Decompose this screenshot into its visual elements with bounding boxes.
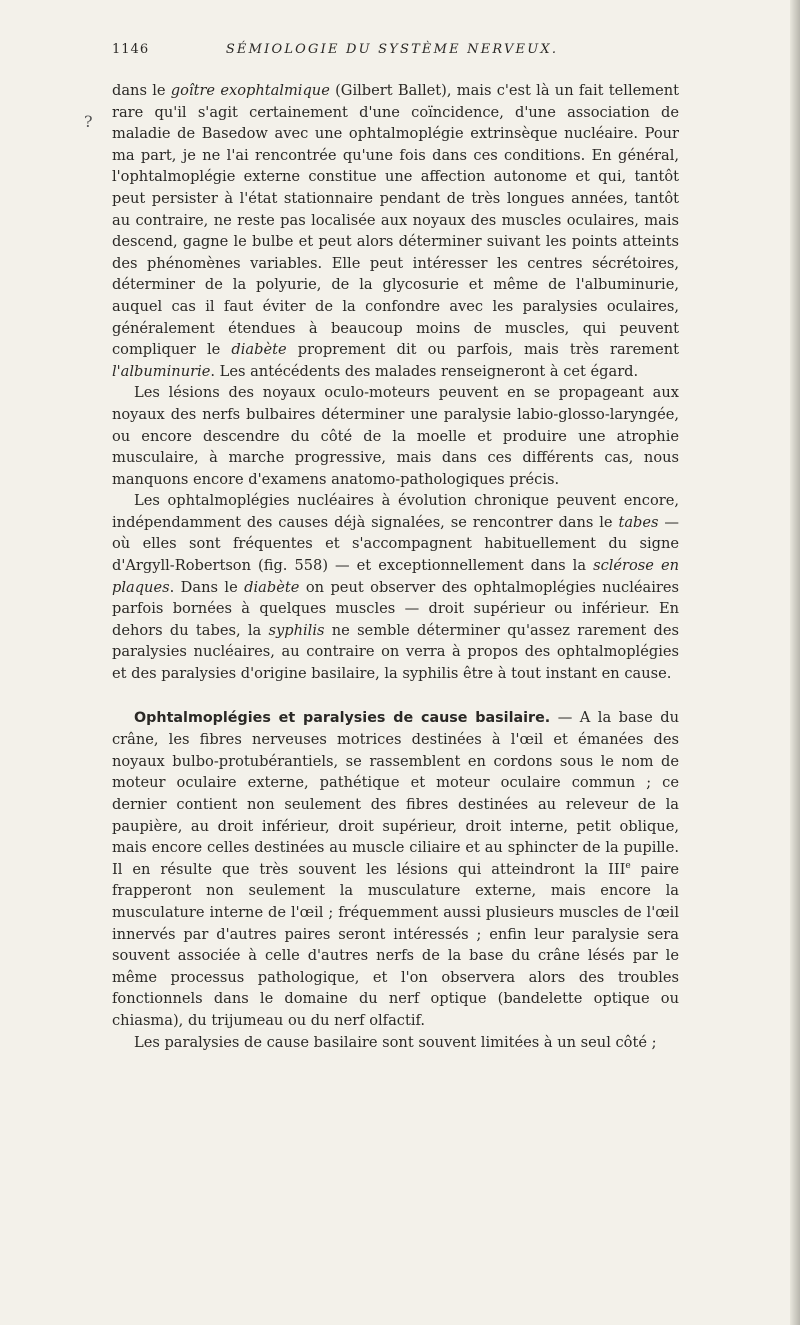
paragraph-3: Les ophtalmoplégies nucléaires à évolution chronique peuvent encore, indépendamment des causes déjà signalées, se rencontrer dans le tabes — où elles sont fréquentes et s'accompagnent habituellement du signe d'Argyll-Robertson (fig. 558) — et exceptionnellement dans la sclérose en plaques. Dans le diabète on peut observer des ophtalmoplégies nucléaires parfois bornées à quelques muscles — droit supérieur ou inférieur. En dehors du tabes, la syphilis ne semble déterminer qu'assez rarement des paralysies nucléaires, au contraire on verra à propos des ophtalmoplégies et des paralysies d'origine basilaire, la syphilis être à tout instant en cause.: [112, 492, 679, 683]
paragraph-4: Ophtalmoplégies et paralysies de cause basilaire. — A la base du crâne, les fibres nerveuses motrices destinées à l'œil et émanées des noyaux bulbo-protubérantiels, se rassemblent en cordons sous le nom de moteur oculaire externe, pathétique et moteur oculaire commun ; ce dernier contient non seulement des fibres destinées au releveur de la paupière, au droit inférieur, droit supérieur, droit interne, petit oblique, mais encore celles destinées au muscle ciliaire et au sphincter de la pupille. Il en résulte que très souvent les lésions qui atteindront la IIIe paire frapperont non seulement la musculature externe, mais encore la musculature interne de l'œil ; fréquemment aussi plusieurs muscles de l'œil innervés par d'autres paires seront intéressés ; enfin leur paralysie sera souvent associée à celle d'autres nerfs de la base du crâne lésés par le même processus pathologique, et l'on observera alors des troubles fonctionnels dans le domaine du nerf optique (bandelette optique ou chiasma), du trijumeau ou du nerf olfactif.: [112, 708, 680, 1029]
paragraph-1: dans le goître exophtalmique (Gilbert Ballet), mais c'est là un fait tellement rare qu'il s'agit certainement d'une coïncidence, d'une association de maladie de Basedow avec une ophtalmoplégie extrinsèque nucléaire. Pour ma part, je ne l'ai rencontrée qu'une fois dans ces conditions. En général, l'ophtalmoplégie externe constitue une affection autonome et qui, tantôt peut persister à l'état stationnaire pendant de très longues années, tantôt au contraire, ne reste pas localisée aux noyaux des muscles oculaires, mais descend, gagne le bulbe et peut alors déterminer suivant les points atteints des phénomènes variables. Elle peut intéresser les centres sécrétoires, déterminer de la polyurie, de la glycosurie et même de l'albuminurie, auquel cas il faut éviter de la confondre avec les paralysies oculaires, généralement étendues à beaucoup moins de muscles, qui peuvent compliquer le diabète proprement dit ou parfois, mais très rarement l'albuminurie. Les antécédents des malades renseigneront à cet égard.: [112, 82, 679, 380]
margin-mark: ?: [84, 112, 93, 131]
running-head: [112, 42, 672, 68]
paragraph-5: Les paralysies de cause basilaire sont souvent limitées à un seul côté ;: [134, 1033, 657, 1051]
paragraph-2: Les lésions des noyaux oculo-moteurs peuvent en se propageant aux noyaux des nerfs bulbaires déterminer une paralysie labio-glosso-laryngée, ou encore descendre du côté de la moelle et produire une atrophie musculaire, à marche progressive, mais dans ces différents cas, nous manquons encore d'examens anatomo-pathologiques précis.: [112, 384, 679, 488]
body-text: [112, 80, 679, 1053]
page-edge-shadow: [790, 0, 800, 1325]
running-title: SÉMIOLOGIE DU SYSTÈME NERVEUX.: [225, 42, 559, 57]
page-number: 1146: [112, 42, 150, 57]
section-title: Ophtalmoplégies et paralysies de cause basilaire.: [134, 709, 551, 726]
